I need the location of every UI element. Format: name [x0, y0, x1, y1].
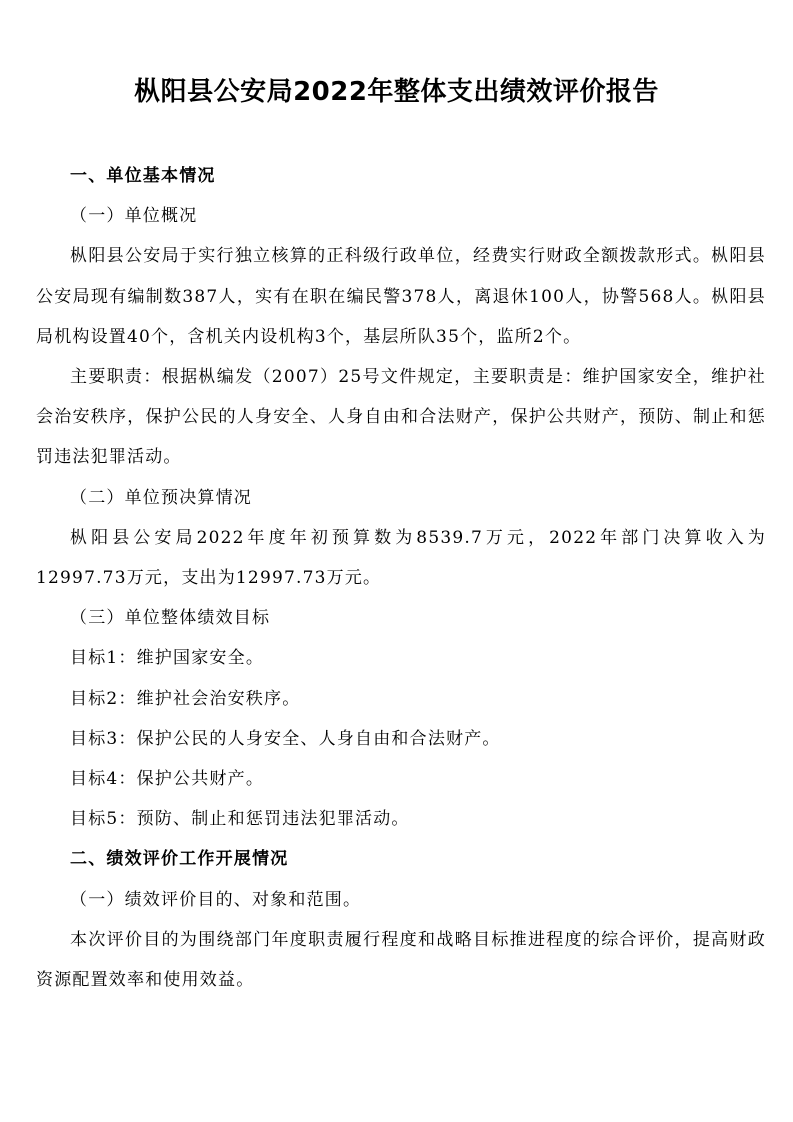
section-heading: 二、绩效评价工作开展情况: [70, 849, 289, 870]
section-heading: 一、单位基本情况: [70, 166, 216, 186]
subsection-heading: （二）单位预决算情况: [70, 487, 252, 508]
goal-item: 目标3：保护公民的人身安全、人身自由和合法财产。: [70, 728, 501, 749]
subsection-heading: （一）绩效评价目的、对象和范围。: [70, 889, 362, 910]
paragraph: 主要职责：根据枞编发（2007）25号文件规定，主要职责是：维护国家安全，维护社会治安秩序，保护公民的人身安全、人身自由和合法财产，保护公共财产，预防、制止和惩罚违法犯罪活动。: [36, 367, 766, 468]
paragraph: 本次评价目的为围绕部门年度职责履行程度和战略目标推进程度的综合评价，提高财政资源配置效率和使用效益。: [36, 929, 766, 991]
document-title: 枞阳县公安局2022年整体支出绩效评价报告: [134, 77, 659, 107]
goal-item: 目标2：维护社会治安秩序。: [70, 688, 301, 709]
paragraph: 枞阳县公安局于实行独立核算的正科级行政单位，经费实行财政全额拨款形式。枞阳县公安局现有编制数387人，实有在职在编民警378人，离退休100人，协警568人。枞阳县局机构设置40个，含机关内设机构3个，基层所队35个，监所2个。: [36, 246, 766, 347]
paragraph: 枞阳县公安局2022年度年初预算数为8539.7万元，2022年部门决算收入为12997.73万元，支出为12997.73万元。: [36, 527, 766, 589]
subsection-heading: （一）单位概况: [70, 206, 198, 227]
goal-item: 目标4：保护公共财产。: [70, 769, 265, 790]
goal-item: 目标5：预防、制止和惩罚违法犯罪活动。: [70, 809, 410, 830]
subsection-heading: （三）单位整体绩效目标: [70, 608, 271, 629]
goal-item: 目标1：维护国家安全。: [70, 648, 265, 669]
document-body: [36, 156, 766, 1000]
